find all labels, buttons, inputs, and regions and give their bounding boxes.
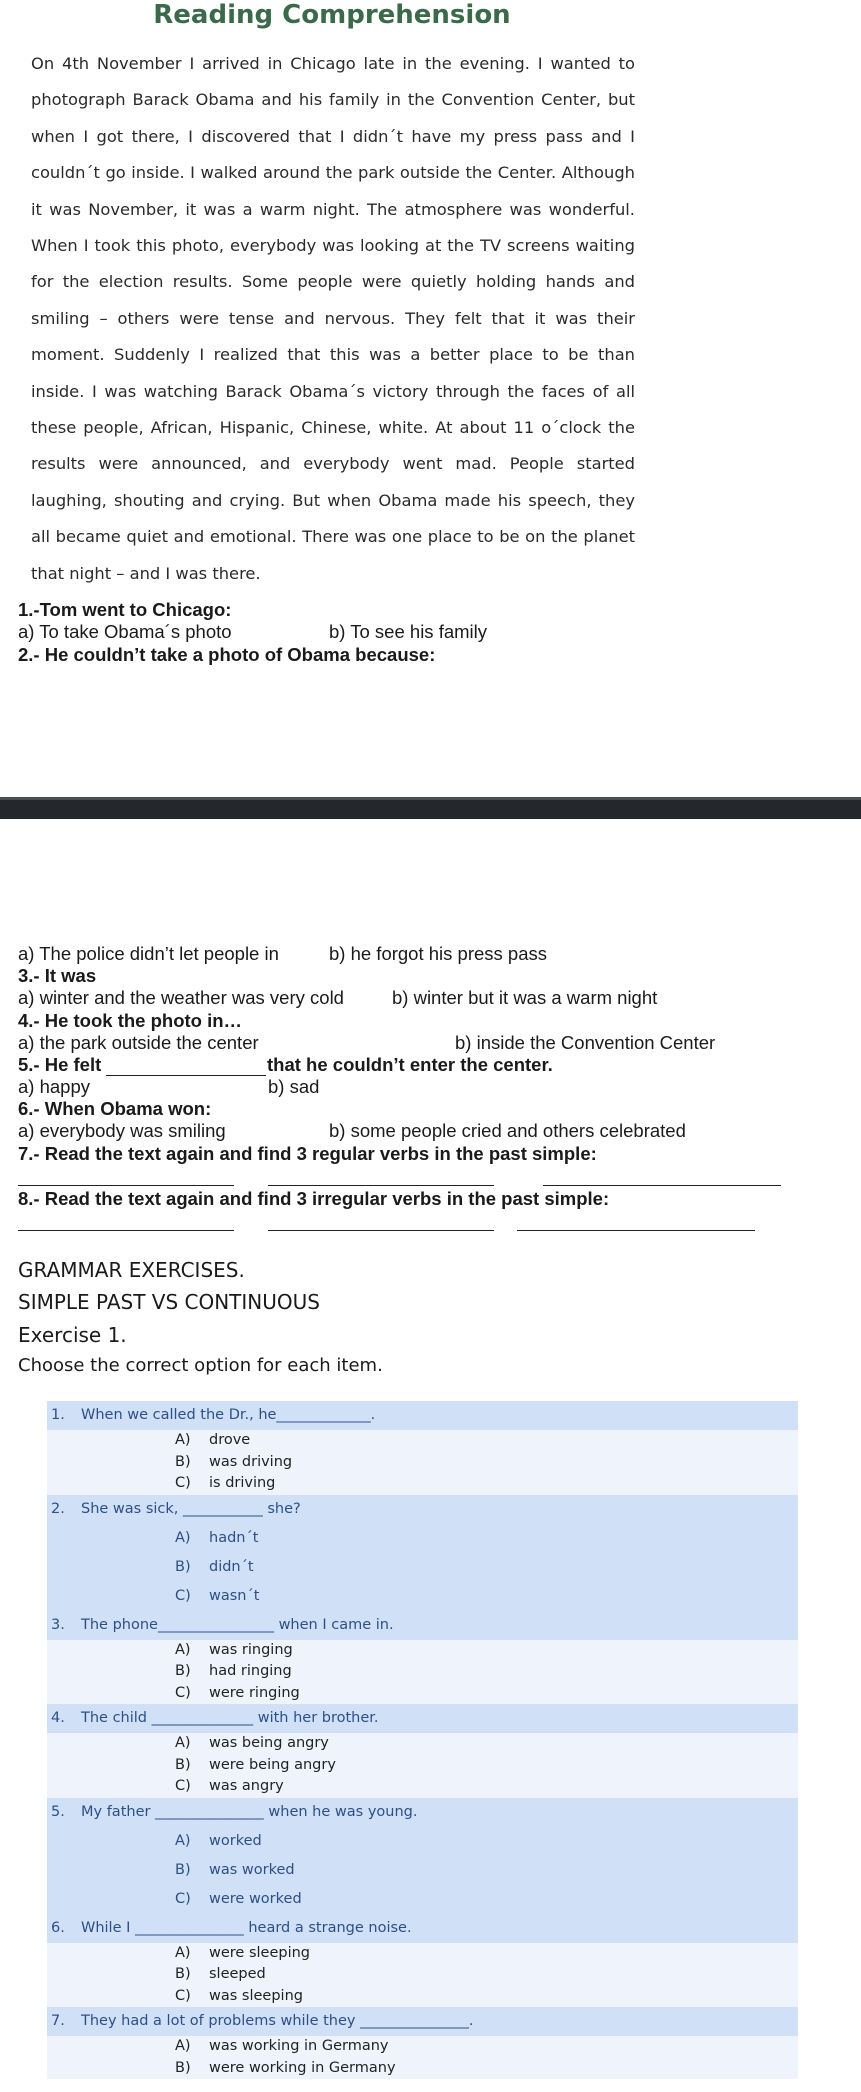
question-1: 1.-Tom went to Chicago: (18, 599, 232, 620)
item-question: While I _______________ heard a strange noise. (81, 1919, 412, 1936)
option-b[interactable]: B) sleeped (175, 1966, 266, 1982)
list-item (47, 1914, 798, 2008)
option-b[interactable]: B) was driving (175, 1453, 293, 1470)
item-stem (47, 1704, 798, 1733)
option-c[interactable]: C) was angry (175, 1778, 284, 1794)
item-question: She was sick, ___________ she? (81, 1500, 301, 1517)
item-stem (47, 1495, 798, 1524)
question-8-blank-3[interactable] (517, 1230, 755, 1231)
question-2: 2.- He couldn’t take a photo of Obama because: (18, 644, 436, 665)
question-3: 3.- It was (18, 965, 97, 986)
option-b[interactable]: B) had ringing (175, 1663, 292, 1679)
question-8-blank-2[interactable] (268, 1230, 494, 1231)
question-8: 8.- Read the text again and find 3 irregular verbs in the past simple: (18, 1188, 610, 1209)
list-item (47, 2007, 798, 2079)
option-a[interactable]: A) was ringing (175, 1641, 293, 1658)
item-question: They had a lot of problems while they _______________. (81, 2013, 474, 2029)
reading-passage (31, 46, 635, 592)
list-item (47, 1495, 798, 1611)
option-a[interactable]: A) was working in Germany (175, 2038, 389, 2054)
reading-text: On 4th November I arrived in Chicago late in the evening. I wanted to photograph Barack Obama and his family in the Convention Center, but when I got there, I discovered that I didn´t have my press pass and I couldn´t go inside. I walked around the park outside the Center. Although it was November, it was a warm night. The atmosphere was wonderful. When I took this photo, everybody was looking at the TV screens waiting for the election results. Some people were quietly holding hands and smiling – others were tense and nervous. They felt that it was their moment. Suddenly I realized that this was a better place to be than inside. I was watching Barack Obama´s victory through the faces of all these people, African, Hispanic, Chinese, white. At about 11 o´clock the results were announced, and everybody went mad. People started laughing, shouting and crying. But when Obama made his speech, they all became quiet and emotional. There was one place to be on the planet that night – and I was there. (31, 54, 635, 583)
option-b[interactable]: B) was worked (175, 1861, 295, 1878)
question-4: 4.- He took the photo in… (18, 1010, 243, 1031)
page-break-bar (0, 797, 861, 819)
item-question: My father _______________ when he was young. (81, 1803, 418, 1820)
question-3-option-b: b) winter but it was a warm night (392, 987, 658, 1008)
exercise-label: Exercise 1. (18, 1323, 127, 1347)
list-item (47, 1611, 798, 1705)
item-question: When we called the Dr., he_____________. (81, 1407, 376, 1423)
question-7-blank-1[interactable] (18, 1185, 234, 1186)
question-7: 7.- Read the text again and find 3 regular verbs in the past simple: (18, 1143, 597, 1164)
item-options (47, 1524, 798, 1611)
list-item (47, 1704, 798, 1798)
item-stem (47, 1401, 798, 1430)
list-item (47, 1401, 798, 1495)
item-stem (47, 2007, 798, 2036)
question-2-option-a: a) The police didn’t let people in (18, 943, 279, 964)
option-a[interactable]: A) hadn´t (175, 1529, 259, 1546)
item-number: 2. (51, 1500, 65, 1517)
question-1-option-b: b) To see his family (329, 621, 487, 642)
item-stem (47, 1798, 798, 1827)
question-6: 6.- When Obama won: (18, 1098, 212, 1119)
grammar-subheading: SIMPLE PAST VS CONTINUOUS (18, 1290, 320, 1314)
question-2-option-b: b) he forgot his press pass (329, 943, 547, 964)
item-options (47, 1827, 798, 1914)
item-question: The phone________________ when I came in. (81, 1616, 394, 1633)
option-a[interactable]: A) were sleeping (175, 1944, 311, 1961)
question-5-end: that he couldn’t enter the center. (267, 1054, 553, 1075)
item-options (47, 1430, 798, 1495)
item-stem (47, 1611, 798, 1640)
item-number: 5. (51, 1803, 65, 1820)
question-3-option-a: a) winter and the weather was very cold (18, 987, 344, 1008)
item-options (47, 1733, 798, 1798)
question-7-blank-3[interactable] (543, 1185, 781, 1186)
option-c[interactable]: C) is driving (175, 1475, 276, 1491)
option-c[interactable]: C) were ringing (175, 1684, 300, 1701)
item-number: 6. (51, 1919, 65, 1936)
question-5-start: 5.- He felt (18, 1054, 102, 1075)
question-1-option-a: a) To take Obama´s photo (18, 621, 232, 642)
question-5-blank[interactable] (106, 1075, 266, 1076)
question-5-option-a: a) happy (18, 1076, 90, 1097)
item-stem (47, 1914, 798, 1943)
item-number: 4. (51, 1710, 65, 1726)
grammar-heading: GRAMMAR EXERCISES. (18, 1258, 245, 1282)
item-question: The child ______________ with her brother. (81, 1710, 379, 1726)
question-8-blank-1[interactable] (18, 1230, 234, 1231)
item-number: 1. (51, 1407, 65, 1423)
question-4-option-b: b) inside the Convention Center (455, 1032, 716, 1053)
option-c[interactable]: C) was sleeping (175, 1987, 303, 2004)
option-a[interactable]: A) worked (175, 1832, 262, 1849)
exercise-instruction: Choose the correct option for each item. (18, 1355, 383, 1376)
question-5-option-b: b) sad (268, 1076, 320, 1097)
option-a[interactable]: A) was being angry (175, 1735, 329, 1751)
question-4-option-a: a) the park outside the center (18, 1032, 259, 1053)
option-b[interactable]: B) were working in Germany (175, 2059, 396, 2076)
exercise-list (47, 1401, 798, 2079)
option-c[interactable]: C) wasn´t (175, 1587, 260, 1604)
item-number: 7. (51, 2013, 65, 2029)
page-title: Reading Comprehension (153, 0, 511, 30)
option-c[interactable]: C) were worked (175, 1890, 302, 1907)
option-b[interactable]: B) were being angry (175, 1756, 336, 1773)
item-options (47, 1640, 798, 1705)
item-options (47, 1943, 798, 2008)
question-7-blank-2[interactable] (268, 1185, 494, 1186)
question-6-option-b: b) some people cried and others celebrated (329, 1120, 686, 1141)
option-a[interactable]: A) drove (175, 1432, 251, 1448)
list-item (47, 1798, 798, 1914)
question-6-option-a: a) everybody was smiling (18, 1120, 226, 1141)
option-b[interactable]: B) didn´t (175, 1558, 254, 1575)
item-options (47, 2036, 798, 2079)
item-number: 3. (51, 1616, 65, 1633)
